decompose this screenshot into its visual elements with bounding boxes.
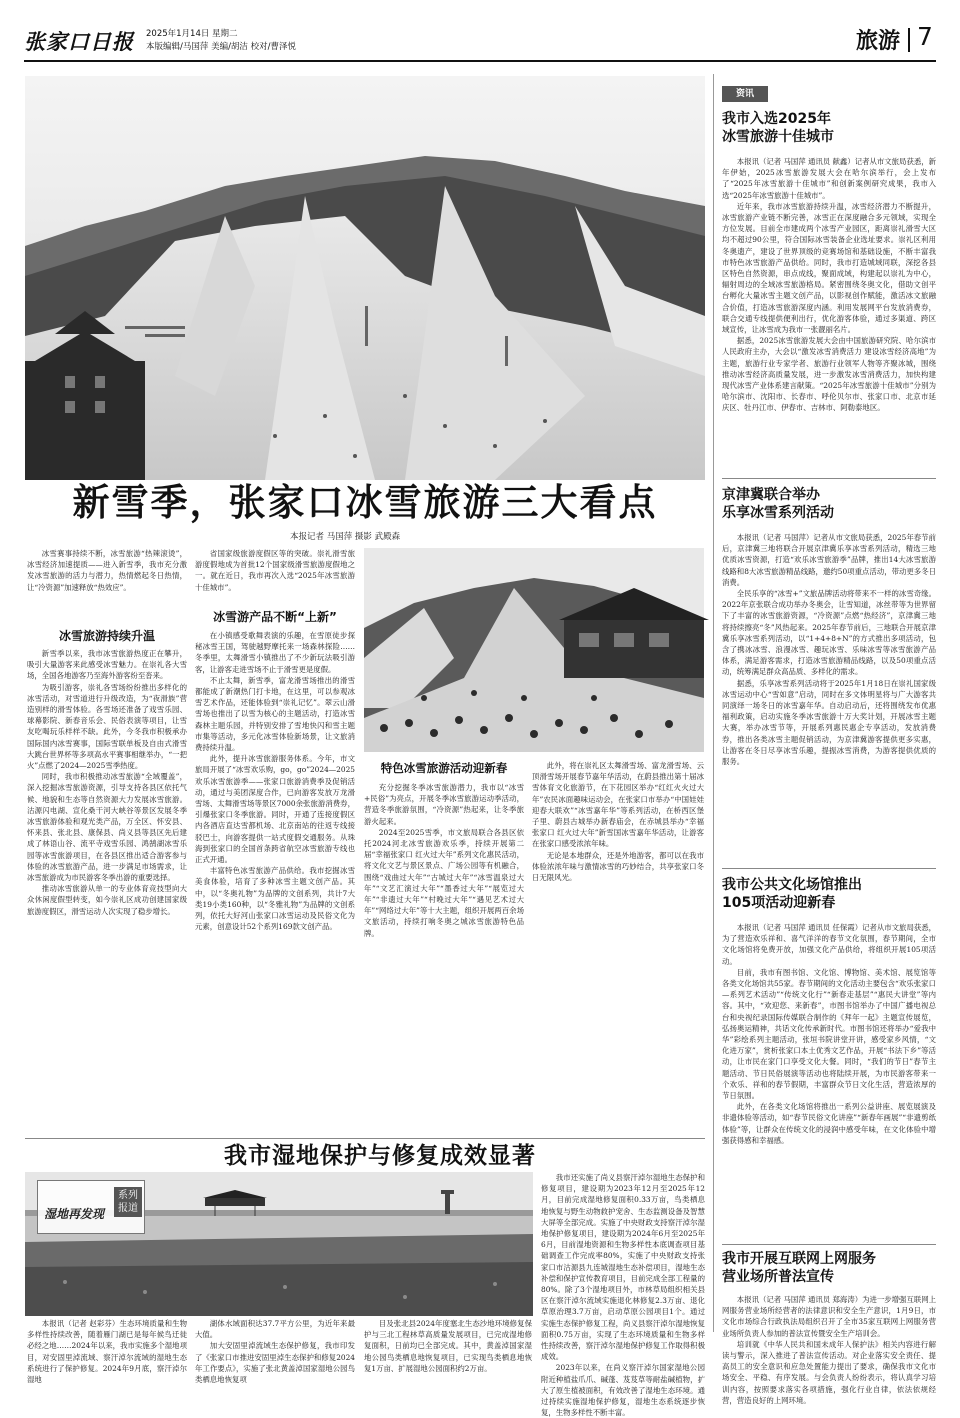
right-article-2-body: 本报讯（记者 马国萍）记者从市文旅局获悉，2025年春节前后，京津冀三地将联合开展京津冀乐享冰雪系列活动，精选三地优质冰雪资源，打造“欢乐冰雪旅游季”品牌，推出14大冰雪旅游线路和8大冰雪旅游精品线路，邀约50项重点活动，带动更多冬日消费。 全民乐享的“冰雪+”文旅品牌活动将带来不一样的冰雪奇缘。2022年京张联合成功举办冬奥会，让雪知道，冰丝带等为世界留下了丰富的冰雪旅游资源，“冷资源”点燃“热经济”，京津冀三地将持续擦亮“冬”风热起来。2025年春节前后，三地联合开展京津冀乐享冰雪系列活动，以“1+4+8+N”的方式推出多项活动，包含了携冰冰雪、浪漫冰雪、趣玩冰雪、乐味冰雪等冰雪旅游产品体系，满足游客需求，打造冰雪旅游精品线路，以及50项重点活动，统筹满足群众高品质、多样化的需求。 据悉，乐享冰雪系列活动将于2025年1月18日在崇礼国家级冰雪运动中心“雪如意”启动，同时在多文体明星将与广大游客共同演绎一场冬日的冰雪嘉年华。自动启动后，还将围绕发布优惠福利政策，启动实施冬季冰雪旅游十万大奖计划，开展冰雪主题大赛，举办冰雪节等，开展系列惠民惠企专享活动，发放消费券，推出各类冰雪主题促销活动，为京津冀游客提供更多实惠，让游客在冬日尽享冰雪乐趣，提振冰雪消费，为游客提供优质的服务。: [722, 533, 936, 767]
section-1-title: 冰雪旅游持续升温: [58, 629, 155, 643]
right-article-3-title: 我市公共文化场馆推出 105项活动迎新春: [722, 877, 862, 911]
wetland-col-1: 本报讯（记者 赵彩芬）生态环境质量和生物多样性持续改善，随着雁门湖已是每年候鸟迁徙必经之地……2024年以来，我市实施多个湿地项目，对安固里淖流域、察汗淖尔流域的湿地生态系统进行了保护修复。2024年9月底，察汗淖尔湿地: [27, 1319, 187, 1385]
section-2-body: 在小镇感受歌舞表演的乐趣，在雪原徒步探秘冰雪王国，驾驶越野摩托来一场森林探险……冬季里，太舞滑雪小镇推出了不少新玩法吸引游客，让游客走进雪场不止于滑雪更是度假。 不止太舞，新雪季，富龙滑雪场推出的滑雪都能成了新潮热门打卡地，在这里，可以参观冰雪艺术作品，还能体验到“崇礼记忆”。翠云山滑雪场也推出了以雪为核心的主题活动，打造冰雪森林主题乐园，并特别安排了雪地快闪和雪主题市集等活动，多元化冰雪体验新场景，让文旅消费持续升温。 此外，提升冰雪旅游服务体系。今年，市文旅局开展了“冰雪欢乐购，go，go”2024—2025欢乐冰雪旅游季——张家口旅游消费季及促销活动，通过与美团深度合作，已向游客发放万龙滑雪场、太舞滑雪场等景区7000余张旅游消费券，引爆张家口冬季旅游。同时，开通了连接度假区内各酒店直达雪都机场、北京南站的往返专线接驳巴士，向游客提供一站式度假交通服务。从珠海到张家口的全国首条跨省航空冰雪旅游专线也正式开通。 丰富特色冰雪旅游产品供给。我市挖掘冰雪美食体验，培育了多种冰雪主题文创产品。其中，以“冬奥礼物”为品牌的文创系列，共计7大类19小类160种，以“冬雅礼物”为品牌的文创系列，依托大好河山张家口冰雪运动及民俗文化为元素，创意设计52个系列169款文创产品。: [195, 631, 355, 932]
news-tag: 资讯: [722, 86, 768, 102]
ski-resort-photo: [25, 76, 705, 480]
section-divider: [908, 28, 910, 52]
series-badge: [37, 1180, 145, 1234]
wetland-top-rule: [25, 1138, 705, 1139]
section-1-body: 新雪季以来，我市冰雪旅游热度正在攀升，吸引大量游客来此感受冰雪魅力。在崇礼各大雪场，全国各地游客乃至海外游客纷至沓来。 为吸引游客，崇礼各雪场纷纷推出多样化的冰雪活动，对雪道进行升级改造，为“夜滑族”营造别样的滑雪体验。各雪场还准备了戏雪乐园、球幕影院、新春音乐会、民俗表演等项目，让雪友吃喝玩乐样样不缺。此外，今冬我市积极承办国际国内冰雪赛事，国际雪联单板及自由式滑雪大跳台世界杯等多项高水平赛事相继举办，“一把火”点燃了2024—2025雪季热度。 同时，我市积极推动冰雪旅游“全域覆盖”，深入挖掘冰雪旅游资源，引导支持各县区依托气候、地貌和生态等自然资源大力发展冰雪旅游。沽源闪电湖、宣化桑干河大峡谷等景区发展冬季冰雪旅游体验和观光类产品，万全区、怀安县、怀来县、张北县、康保县、尚义县等县区先后建成了林语山谷、流平寺戏雪乐园、鸿鹄湖冰雪乐园等冰雪旅游项目，在各县区推出适合游客参与体验的冰雪旅游产品，进一步满足市场需求，让冰雪旅游成为市民游客冬季出游的重要选择。 推动冰雪旅游从单一的专业体育竞技型向大众休闲度假型转变，如今崇礼区成功创建国家级旅游度假区，滑雪运动人次实现了稳步增长。: [27, 649, 187, 916]
masthead-rule: [24, 60, 936, 62]
right-article-1-body: 本报讯（记者 马国萍 通讯员 献鑫）记者从市文旅局获悉，新年伊始，2025冰雪旅游发展大会在哈尔滨举行，会上发布了“2025年冰雪旅游十佳城市”和创新案例研究成果，我市入选“2025年冰雪旅游十佳城市”。 近年来，我市冰雪旅游持续升温，冰雪经济潜力不断提升，冰雪旅游产业链不断完善，冰雪正在深度融合多元领域，实现全方位发展。目前全市建成两个冰雪产业园区，距离崇礼滑雪大区均不超过90公里，符合国际冰雪装备企业选址要求。崇礼区利用冬奥遗产，建设了世界顶级的竞赛场馆和基础设施，不断丰富我市特色冰雪旅游产品供给。同时，我市打造城域同联，深挖各县区特色自然资源，串点成线，聚面成域，构建起以崇礼为中心，辐射周边的全域冰雪旅游格局。紧密围绕冬奥文化，借助文创平台孵化大量冰雪主题文创产品，以影视创作赋能，激活冰文旅融合价值，打造冰雪旅游深度内涵。利用发展网平台发放消费券，联合交通专线提供便利出行，优化游客体验，通过多渠道、跨区域宣传，让冰雪成为我市一张靓丽名片。 据悉，2025冰雪旅游发展大会由中国旅游研究院、哈尔滨市人民政府主办，大会以“激发冰雪消费活力 建设冰雪经济高地”为主题，旅游行业专家学者、旅游行业领军人物等齐聚冰城，围绕推动冰雪经济高质量发展，进一步激发冰雪消费活力，加快构建现代冰雪产业体系建言献策。“2025年冰雪旅游十佳城市”分别为哈尔滨市、沈阳市、长春市、呼伦贝尔市、张家口市、北京市延庆区、牡丹江市、伊春市、吉林市、阿勒泰地区。: [722, 157, 937, 413]
section-3-body-continued: 此外，将在崇礼区太舞滑雪场、富龙滑雪场、云顶滑雪场开展春节嘉年华活动，在蔚县推出第十届冰雪体育文化旅游节，在下花园区举办“红红火火过大年”农民冰面趣味运动会，在张家口市举办“中国娃娃迎春大联欢”“冰雪嘉年华”等系列活动，在桥西区堡子里、蔚县古城举办新春庙会，在赤城县举办“幸福张家口 红火过大年”新雪国冰雪嘉年华活动，让游客在张家口感受浓浓年味。 无论是本地群众，还是外地游客，都可以在我市体验浓浓年味与激情冰雪的巧妙结合，共享张家口冬日无限风光。: [532, 761, 704, 883]
main-headline: 新雪季，张家口冰雪旅游三大看点: [72, 481, 658, 524]
ski-resort-illustration: [25, 76, 705, 480]
right-divider-2: [722, 868, 936, 869]
right-article-4-body: 本报讯（记者 马国萍 通讯员 郑海涛）为进一步增强互联网上网服务营业场所经营者的法律意识和安全生产意识，1月9日，市文化市场综合行政执法局组织召开了全市35家互联网上网服务营业场所负责人参加的普法宣传暨安全生产培训会。 培训就《中华人民共和国未成年人保护法》相关内容进行解读与警示，深入推进了普法宣传活动。对企业落实安全责任、提高员工的安全意识和应急处置能力提出了要求，确保我市文化市场安全、平稳、有序发展。与会负责人纷纷表示，将认真学习培训内容，按照要求落实各项措施，强化行业自律，依法依规经营，营造良好的上网环境。: [722, 1295, 937, 1405]
section-name: 旅游: [856, 29, 901, 54]
issue-date: 2025年1月14日 星期二: [146, 29, 238, 39]
right-divider-3: [722, 1244, 936, 1245]
wetland-col-2: 湖体水域面积达37.7平方公里，为近年来最大值。 加大安固里淖流域生态保护修复，我市印发了《张家口市推进安固里淖生态保护和修复2024年工作要点》，实施了张北黄盖淖国家湿地公园鸟类栖息地恢复项: [195, 1319, 355, 1385]
editors-line: 本版编辑/马国萍 美编/胡洁 校对/曹泽悦: [146, 42, 296, 52]
ski-crowd-illustration: [364, 548, 704, 752]
masthead: [24, 24, 936, 58]
series-badge-label: 系列 报道: [114, 1187, 142, 1217]
main-intro: 冰雪赛事持续不断，冰雪旅游“热辣滚烫”，冰雪经济加速提质——进入新雪季，我市充分激发冰雪旅游的活力与潜力，热情燃起冬日热情，让“冷资源”加速释放“热效应”。: [27, 549, 187, 592]
section-1-continued: 省国家级旅游度假区等的突破。崇礼滑雪旅游度假地成为首批12个国家级滑雪旅游度假地之一。就在近日，我市再次入选“2025年冰雪旅游十佳城市”。: [195, 549, 355, 592]
main-byline: 本报记者 马国萍 摄影 武殿森: [290, 532, 401, 542]
right-article-2-title: 京津冀联合举办 乐享冰雪系列活动: [722, 487, 834, 521]
wetland-headline: 我市湿地保护与修复成效显著: [224, 1143, 536, 1169]
section-2-title: 冰雪游产品不断“上新”: [213, 610, 337, 624]
series-badge-title: 湿地再发现: [44, 1207, 105, 1221]
right-divider-1: [722, 478, 936, 479]
right-article-3-body: 本报讯（记者 马国萍 通讯员 任保霞）记者从市文旅局获悉，为了营造欢乐祥和、喜气洋洋的春节文化氛围，春节期间，全市文化场馆将免费开放，加强文化产品供给，将组织开展105项活动。 目前，我市有图书馆、文化馆、博物馆、美术馆、展览馆等各类文化场馆共55家。春节期间的文化活动主要包含“欢乐张家口—系列艺术活动”“传统文化行”“新春走基层”“惠民大讲堂”等内容。其中，“欢迎您、来新春”，市图书馆举办了中国广播电视总台和央视纪录国际传媒联合制作的《拜年一起》主题宣传展览，弘扬奥运精神，共话文化传承新时代。市图书馆还将举办“爱我中华”彩绘系列主题活动，张垣书院讲堂开讲，感受家乡风情，“文化进万家”，赏析张家口本土优秀文艺作品，开展“书法下乡”等活动，让市民在家门口享受文化大餐。同时，“我们的节日”春节主题活动、节日民俗展演等活动也将陆续开展，为市民游客带来一个欢乐、祥和的春节假期，丰富群众节日文化生活，营造浓厚的节日氛围。 此外，在各类文化场馆将推出一系列公益讲座、展览展演及非遗体验等活动，如“春节民俗文化讲座”“新春年画展”“非遗剪纸体验”等，让群众在传统文化的浸润中感受年味，在文化体验中增强获得感和幸福感。: [722, 923, 937, 1145]
wetland-side-text: 我市还实施了尚义县察汗淖尔湿地生态保护和修复项目，建设期为2023年12月至2025年12月，目前完成湿地修复面积0.33万亩，鸟类栖息地恢复与野生动物救护宠舍、生态监测设备及智慧大屏等全部完成。实施了中央财政支持察汗淖尔湿地保护修复项目，建设期为2024年6月至2025年6月，目前湿地资源和生物多样性本底调查项目基础调查工作完成率80%，实施了中央财政支持张家口市沽源县九连城湿地生态补偿项目，湿地生态补偿和保护宣传教育项目，目前完成全部工程量的80%。除了3个湿地项目外，市林草局组织相关县区在察汗淖尔流域实施退化林修复2.3万亩、退化草原治理3.7万亩，启动草原公园项目1个。通过实施生态保护修复工程，尚义县察汗淖尔湿地恢复面积0.75万亩，实现了生态环境质量和生物多样性持续改善，察汗淖尔湿地保护修复工作取得积极成效。 2023年以来，在尚义察汗淖尔国家湿地公园附近种植盐爪爪、碱蓬、芨芨草等耐盐碱植物，扩大了原生植被面积，有效改善了湿地生态环境。通过持续实施湿地保护修复，湿地生态系统逐步恢复，生物多样性不断丰富。: [541, 1173, 705, 1418]
right-article-4-title: 我市开展互联网上网服务 营业场所普法宣传: [722, 1251, 876, 1285]
newspaper-logo: 张家口日报: [24, 29, 134, 54]
main-right-divider: [713, 74, 714, 1332]
right-article-1-title: 我市入选2025年 冰雪旅游十佳城市: [722, 111, 834, 145]
page-number: 7: [917, 22, 933, 51]
wetland-col-3: 目及张北县2024年度塞北生态沙地环境修复保护与三北工程林草高质量发展项目，已完成湿地修复面积，日前均已全部完成。其中，黄盖淖国家湿地公园鸟类栖息地恢复项目，已实现鸟类栖息地恢复1万亩、扩展湿地公园面积约2万亩。: [364, 1319, 532, 1373]
section-3-body: 充分挖掘冬季冰雪旅游潜力，我市以“冰雪+民俗”为亮点，开展冬季冰雪旅游运动季活动，营造冬季旅游氛围，“冷资源”热起来，让冬季旅游火起来。 2024至2025雪季，市文旅局联合各县区依托2024河北冰雪旅游欢乐季，持续开展第二届“幸福张家口 红火过大年”系列文化惠民活动，将文化文艺与景区景点、广场公园等有机融合，围绕“戏曲过大年”“古城过大年”“冰雪温泉过大年”“文艺汇演过大年”“墨香过大年”“展览过大年”“非遗过大年”“村晚过大年”“遇见艺术过大年”“网络过大年”等十大主题，组织开展两百余场文旅活动，持续打响冬奥之城冰雪旅游特色品牌。: [364, 783, 524, 938]
wetland-photo: [25, 1172, 533, 1316]
ski-crowd-photo: [364, 548, 704, 752]
section-3-title: 特色冰雪旅游活动迎新春: [380, 761, 508, 775]
